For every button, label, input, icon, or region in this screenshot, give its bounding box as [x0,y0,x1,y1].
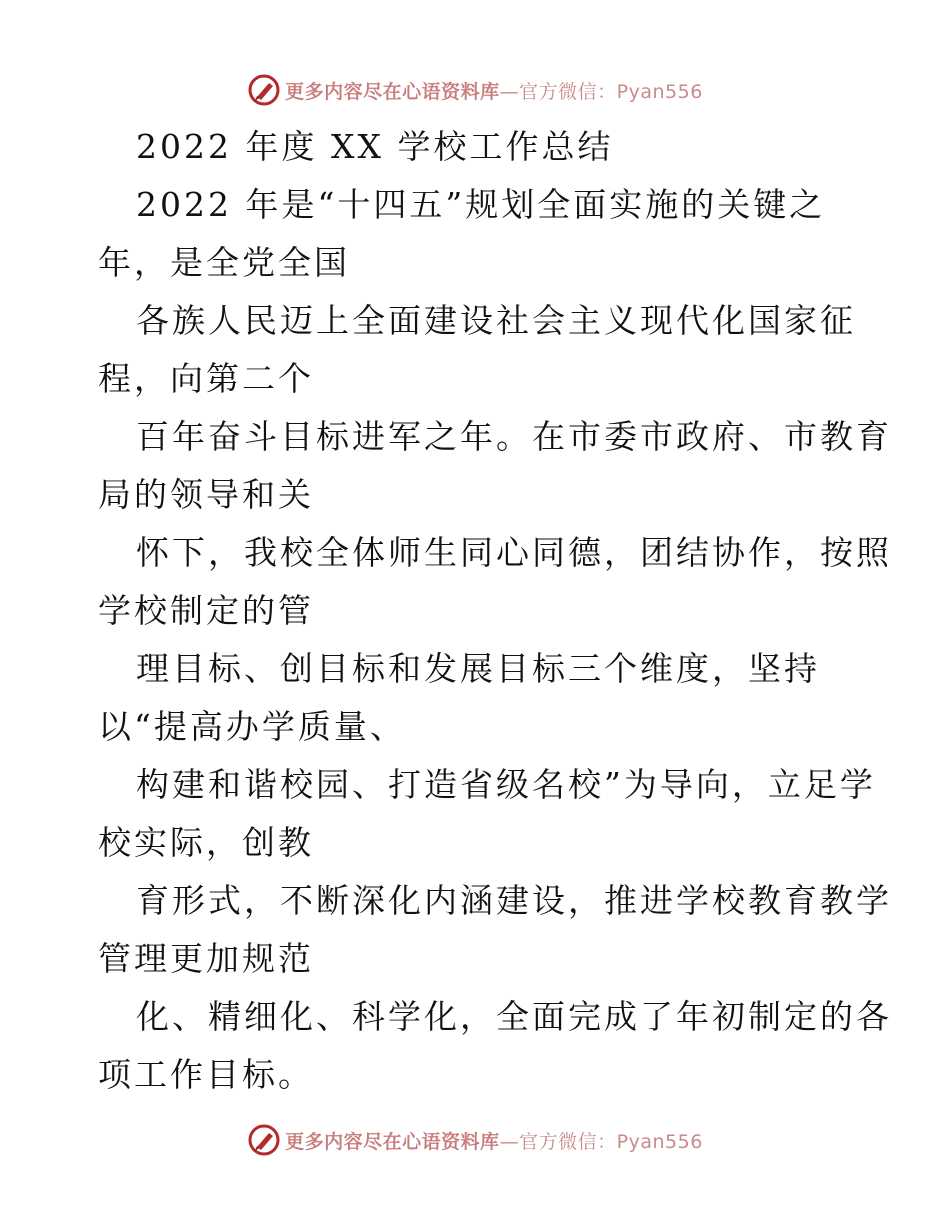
banner-suffix-text: 官方微信：Pyan556 [519,1130,703,1153]
banner-dash: — [499,80,520,103]
paragraph-line: 程，向第二个 [98,359,314,398]
paragraph-line: 2022 年是“十四五”规划全面实施的关键之 [136,185,826,224]
footer-banner-text [285,1127,703,1154]
paragraph-line: 局的领导和关 [98,475,314,514]
header-banner [0,70,950,110]
paragraph-line: 构建和谐校园、打造省级名校”为导向，立足学 [136,765,876,804]
paragraph-line: 年，是全党全国 [98,243,350,282]
banner-main-text: 更多内容尽在心语资料库 [285,1130,500,1153]
paragraph-line: 项工作目标。 [98,1055,314,1094]
banner-main-text: 更多内容尽在心语资料库 [285,80,500,103]
paragraph-line: 学校制定的管 [98,591,314,630]
header-banner-text [285,77,703,104]
paragraph-line: 化、精细化、科学化，全面完成了年初制定的各 [136,997,892,1036]
paragraph-line: 管理更加规范 [98,939,314,978]
paragraph-line: 以“提高办学质量、 [98,707,406,746]
paragraph-line: 各族人民迈上全面建设社会主义现代化国家征 [136,301,856,340]
paragraph-line: 百年奋斗目标进军之年。在市委市政府、市教育 [136,417,892,456]
paragraph-line: 育形式，不断深化内涵建设，推进学校教育教学 [136,881,892,920]
pen-logo-icon [247,73,281,107]
pen-logo-icon [247,1123,281,1157]
document-title: 2022 年度 XX 学校工作总结 [136,127,614,166]
paragraph-line: 理目标、创目标和发展目标三个维度，坚持 [136,649,820,688]
paragraph-line: 怀下，我校全体师生同心同德，团结协作，按照 [136,533,892,572]
banner-suffix-text: 官方微信：Pyan556 [519,80,703,103]
banner-dash: — [499,1130,520,1153]
footer-banner [0,1120,950,1160]
paragraph-line: 校实际，创教 [98,823,314,862]
